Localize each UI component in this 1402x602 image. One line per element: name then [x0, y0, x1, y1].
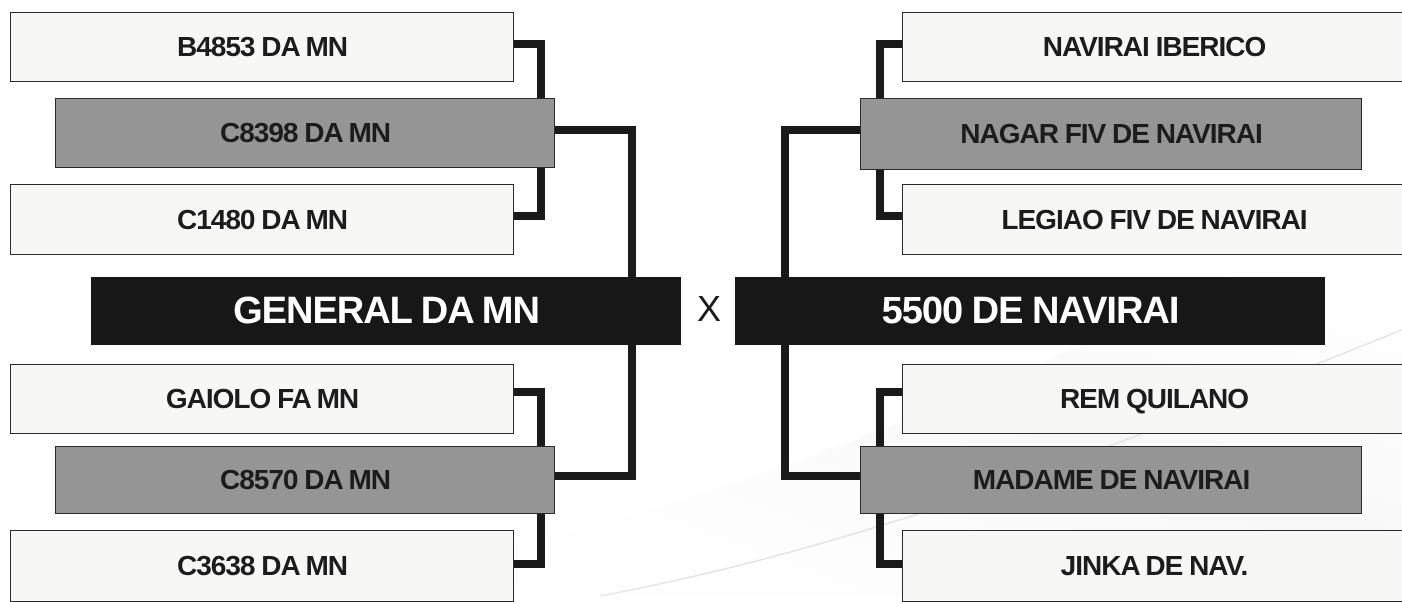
right-main-entry-label: 5500 DE NAVIRAI	[881, 289, 1179, 332]
right-upper-entry-3	[902, 184, 1402, 255]
right-upper-entry-2	[860, 98, 1362, 170]
left-lower-entry-3	[10, 530, 514, 602]
right-lower-entry-1-label: REM QUILANO	[1059, 383, 1249, 414]
left-upper-entry-2-label: C8398 DA MN	[219, 117, 390, 148]
left-upper-entry-3	[10, 184, 514, 255]
left-upper-entry-1	[10, 12, 514, 82]
right-upper-entry-1-label: NAVIRAI IBERICO	[1042, 31, 1266, 62]
right-upper-to-main	[785, 130, 860, 277]
right-lower-entry-1	[902, 364, 1402, 434]
versus-label: X	[696, 288, 721, 329]
left-upper-entry-3-label: C1480 DA MN	[176, 203, 347, 235]
left-lower-to-main	[556, 345, 632, 476]
left-upper-entry-2	[55, 98, 555, 168]
right-lower-entry-2	[860, 446, 1362, 514]
right-main-entry	[735, 277, 1325, 345]
left-main-entry	[91, 277, 681, 345]
left-upper-to-main	[556, 130, 632, 277]
right-upper-entry-3-label: LEGIAO FIV DE NAVIRAI	[1001, 203, 1307, 235]
right-lower-entry-3-label: JINKA DE NAV.	[1060, 550, 1248, 581]
right-lower-entry-2-label: MADAME DE NAVIRAI	[972, 464, 1250, 495]
left-lower-entry-1-label: GAIOLO FA MN	[165, 383, 359, 414]
right-upper-entry-1	[902, 12, 1402, 82]
left-lower-entry-1	[10, 364, 514, 434]
right-lower-entry-3	[902, 530, 1402, 602]
right-lower-to-main	[785, 345, 860, 476]
left-upper-entry-1-label: B4853 DA MN	[176, 31, 347, 62]
right-upper-entry-2-label: NAGAR FIV DE NAVIRAI	[960, 118, 1262, 149]
left-lower-entry-2	[55, 446, 555, 514]
left-lower-entry-3-label: C3638 DA MN	[176, 550, 347, 581]
left-main-entry-label: GENERAL DA MN	[233, 289, 539, 332]
left-lower-entry-2-label: C8570 DA MN	[219, 464, 390, 495]
